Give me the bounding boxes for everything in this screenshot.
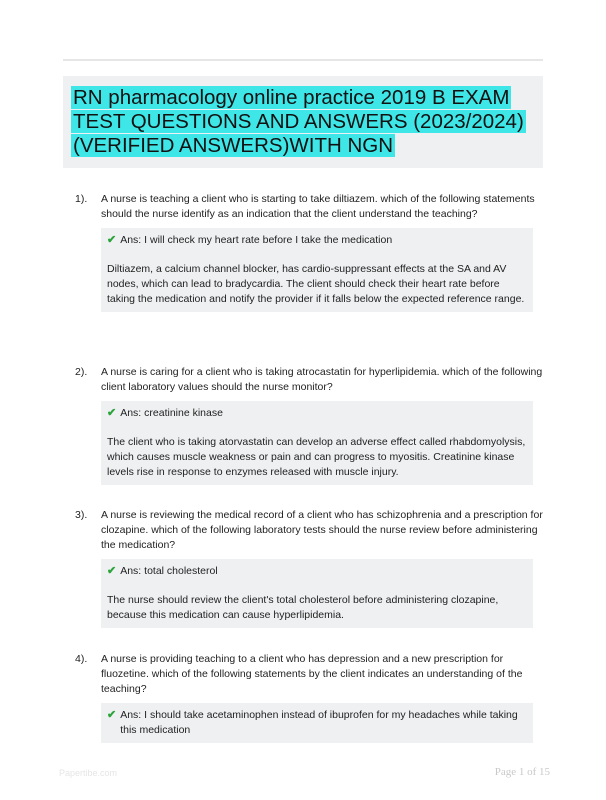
title-block — [63, 76, 543, 168]
title-line-1: RN pharmacology online practice 2019 B EXAM — [73, 86, 510, 109]
question-item-1 — [63, 192, 543, 312]
question-text: A nurse is providing teaching to a client who has depression and a new prescription for fluozetine. which of the following statements by the client indicates an understanding of the teaching? — [101, 653, 523, 695]
question-item-4 — [63, 652, 543, 743]
question-text: A nurse is caring for a client who is taking atrocastatin for hyperlipidemia. which of the following client laboratory values should the nurse monitor? — [101, 366, 543, 393]
checkmark-icon: ✔ — [107, 234, 117, 246]
question-text: A nurse is reviewing the medical record of a client who has schizophrenia and a prescription for clozapine. which of the following laboratory tests should the nurse review before administering the medication? — [101, 509, 543, 551]
answer-line — [107, 406, 527, 421]
answer-explanation: The client who is taking atorvastatin can develop an adverse effect called rhabdomyolysis, which causes muscle weakness or pain and can progress to myositis. Creatinine kinase levels rise in response to enzymes released with muscle injury. — [107, 436, 526, 478]
question-number: 3). — [75, 509, 88, 521]
answer-explanation: Diltiazem, a calcium channel blocker, has cardio-suppressant effects at the SA and AV nodes, which can lead to bradycardia. The client should check their heart rate before taking the medication and notify the provider if it falls below the expected reference range. — [107, 263, 525, 305]
answer-box — [101, 228, 533, 312]
checkmark-icon: ✔ — [107, 709, 117, 721]
question-text: A nurse is teaching a client who is starting to take diltiazem. which of the following statements should the nurse identify as an indication that the client understand the teaching? — [101, 193, 535, 220]
checkmark-icon: ✔ — [107, 407, 117, 419]
answer-text: Ans: creatinine kinase — [120, 407, 223, 419]
footer-watermark: Papertibe.com — [59, 768, 118, 778]
document-title — [71, 86, 535, 158]
answer-line — [107, 233, 527, 248]
answer-explanation: The nurse should review the client's total cholesterol before administering clozapine, because this medication can cause hyperlipidemia. — [107, 594, 499, 621]
question-item-3 — [63, 508, 543, 628]
question-number: 2). — [75, 366, 88, 378]
answer-text: Ans: I will check my heart rate before I take the medication — [120, 234, 393, 246]
question-number: 1). — [75, 193, 88, 205]
answer-text: Ans: total cholesterol — [120, 565, 218, 577]
page-indicator: Page 1 of 15 — [494, 766, 550, 778]
answer-text: Ans: I should take acetaminophen instead of ibuprofen for my headaches while taking this medication — [120, 709, 518, 736]
question-item-2 — [63, 365, 543, 485]
answer-line — [107, 708, 527, 738]
answer-box — [101, 401, 533, 485]
checkmark-icon: ✔ — [107, 565, 117, 577]
answer-line — [107, 564, 527, 579]
top-divider — [63, 59, 543, 61]
answer-box — [101, 559, 533, 628]
answer-box — [101, 703, 533, 743]
title-line-2: TEST QUESTIONS AND ANSWERS (2023/2024) — [73, 110, 524, 133]
title-line-3: (VERIFIED ANSWERS)WITH NGN — [73, 134, 394, 157]
question-number: 4). — [75, 653, 88, 665]
